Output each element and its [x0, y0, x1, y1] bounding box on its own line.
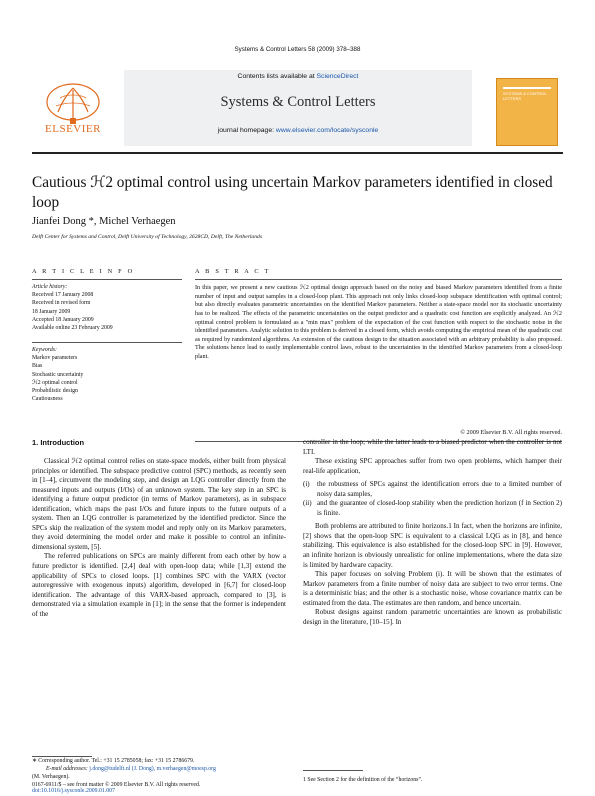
abstract-rule [195, 279, 562, 280]
doi-link[interactable]: doi:10.1016/j.sysconle.2009.01.007 [32, 788, 115, 794]
journal-cover-image [496, 78, 558, 146]
cover-title: SYSTEMS & CONTROL LETTERS [503, 91, 547, 101]
homepage-line [124, 127, 472, 134]
body-paragraph: This paper focuses on solving Problem (i). It will be shown that the estimates of Markov parameters from a finite number of noisy data are subject to two error terms. One is a deterministic bias; and the other is a stochastic noise, whose covariance matrix can be estimated from the data. The estimates are then random, and hence uncertain. [303, 570, 562, 607]
body-paragraph: controller in the loop; while the latter leads to a biased predictor when the controller is not LTI. [303, 438, 562, 456]
right-column [303, 438, 562, 627]
homepage-link[interactable]: www.elsevier.com/locate/sysconle [275, 127, 379, 134]
body-paragraph: Classical ℋ2 optimal control relies on state-space models, either built from physical principles or identified. The subspace predictive control (SPC) methods, as recently seen in [1–4], circumvent the modeling step, and design an LQG controller directly from the measured inputs and outputs (I/Os) of an unknown system. The key step in an SPC is identifying a future output predictor (in terms of Markov parameters), as in subspace identification, which maps the past I/Os and future inputs to the future outputs of a system. Then an LQG controller is parameterized by the identified predictor. Since the SPCs skip the realization of the system model and reply only on its Markov parameters, they avoid determining the model order and make it possible to control an infinite-dimensional system, [5]. [32, 457, 286, 551]
email-tail: (M. Verhaegen). [32, 773, 70, 780]
article-authors: Jianfei Dong *, Michel Verhaegen [32, 216, 176, 227]
abstract-heading: A B S T R A C T [195, 268, 271, 275]
article-info-rule [32, 279, 182, 280]
article-history [32, 283, 182, 332]
body-paragraph: Both problems are attributed to finite horizons.1 In fact, when the horizons are infinite, [2] shows that the open-loop SPC is equivalent to a classical LQG as in [8], and hence stabilizing. This equivalence is also established for the closed-loop SPC in [9]. However, an infinite horizon is obviously unrealistic for online implementations, where the data size is limited by hardware capacity. [303, 522, 562, 569]
footnote-1: 1 See Section 2 for the definition of the “horizons”. [303, 777, 423, 783]
history-item: Received in revised form [32, 300, 91, 307]
keyword: Markov parameters [32, 355, 78, 362]
email-line [32, 766, 286, 774]
abstract-copyright: © 2009 Elsevier B.V. All rights reserved. [460, 429, 562, 436]
issn-line: 0167-6911/$ – see front matter © 2009 Elsevier B.V. All rights reserved. [32, 782, 201, 788]
corresponding-line: ∗ Corresponding author. Tel.: +31 15 2785058; fax: +31 15 2786679. [32, 758, 195, 764]
list-number: (ii) [303, 499, 312, 508]
list-number: (i) [303, 480, 310, 489]
list-item [303, 480, 562, 499]
contents-line [124, 73, 472, 80]
author-affiliation: Delft Center for Systems and Control, Delft University of Technology, 2628CD, Delft, The Netherlands [32, 234, 263, 240]
body-paragraph: The referred publications on SPCs are mainly different from each other by how a future predictor is identified. [2,4] deal with open-loop data; while [1,3] extend the applicability of SPCs to closed loops. [1] combines SPC with the VARX (vector autoregressive with exogenous inputs) algorithm, developed in [6,7] for closed-loop identification. The advantage of this VARX-based approach, compared to [3], is demonstrated via a simulation example in [1]; in the sense that the former is independent of the [32, 552, 286, 618]
keywords-rule [32, 342, 182, 343]
article-info-heading: A R T I C L E I N F O [32, 268, 135, 275]
body-paragraph: These existing SPC approaches suffer from two open problems, which hamper their real-life application, [303, 457, 562, 475]
history-item: Available online 23 February 2009 [32, 325, 113, 332]
sciencedirect-link[interactable]: ScienceDirect [316, 73, 359, 80]
keyword: Bias [32, 363, 43, 370]
abstract-text: In this paper, we present a new cautious ℋ2 optimal design approach based on the noisy and biased Markov parameters identified from a finite number of input and output samples in a closed-loop plant. This approach not only links closed-loop subspace identification with optimal control; but also directly evaluates parametric uncertainties on the identified Markov parameters. Neither a state-space model nor its stochastic uncertainty has to be realized. The effects of the parametric uncertainties on the output predictor and a quadratic cost function are explicitly analyzed. An ℋ2 optimal control problem is formulated as a "min max" problem of the expectation of the cost function with respect to the stochastic noise in the identified parameters. Analytic solution to this problem is derived in a closed form, which avoids computing the empirical mean of the quadratic cost as required by randomized algorithms. An extension of the cautious design to the situation associated with an arbitrary probability is also proposed. The solutions hence lead to easily implementable control laws, robust to the uncertainties in the identified Markov parameters from a closed-loop plant. [195, 285, 562, 360]
publisher-name: ELSEVIER [45, 123, 101, 135]
journal-reference: Systems & Control Letters 58 (2009) 378–388 [234, 46, 361, 53]
keyword: Stochastic uncertainty [32, 371, 84, 378]
keywords [32, 346, 182, 403]
footnote-rule-left [32, 756, 92, 757]
email-links[interactable]: j.dong@tudelft.nl (J. Dong), m.verhaegen@moesp.org [89, 765, 216, 772]
list-text: and the guarantee of closed-loop stability when the prediction horizon (f in Section 2) is finite. [317, 499, 562, 517]
keyword: ℋ2 optimal control [32, 379, 78, 386]
keyword: Probabilistic design [32, 388, 78, 395]
corresponding-author-note [32, 758, 286, 781]
homepage-prefix: journal homepage: [217, 127, 276, 134]
footnote-rule-right [303, 770, 363, 771]
body-paragraph: Robust designs against random parametric uncertainties are known as probabilistic design in the literature, [10–15]. In [303, 608, 562, 626]
keyword: Cautiousness [32, 396, 63, 403]
section-heading-introduction: 1. Introduction [32, 438, 85, 447]
history-item: 18 January 2009 [32, 308, 71, 315]
contents-prefix: Contents lists available at [237, 73, 317, 80]
list-item [303, 499, 562, 518]
email-label: E-mail addresses: [46, 765, 90, 772]
keywords-label: Keywords: [32, 347, 57, 353]
left-column [32, 457, 286, 619]
problem-list [303, 480, 562, 518]
history-label: Article history: [32, 284, 68, 290]
article-title: Cautious ℋ2 optimal control using uncertain Markov parameters identified in closed loop [32, 174, 553, 211]
history-item: Received 17 January 2008 [32, 292, 94, 299]
list-text: the robustness of SPCs against the identification errors due to a limited number of noisy data samples, [317, 480, 562, 498]
history-item: Accepted 18 January 2009 [32, 316, 94, 323]
journal-name: Systems & Control Letters [220, 94, 376, 110]
header-rule [32, 152, 563, 154]
